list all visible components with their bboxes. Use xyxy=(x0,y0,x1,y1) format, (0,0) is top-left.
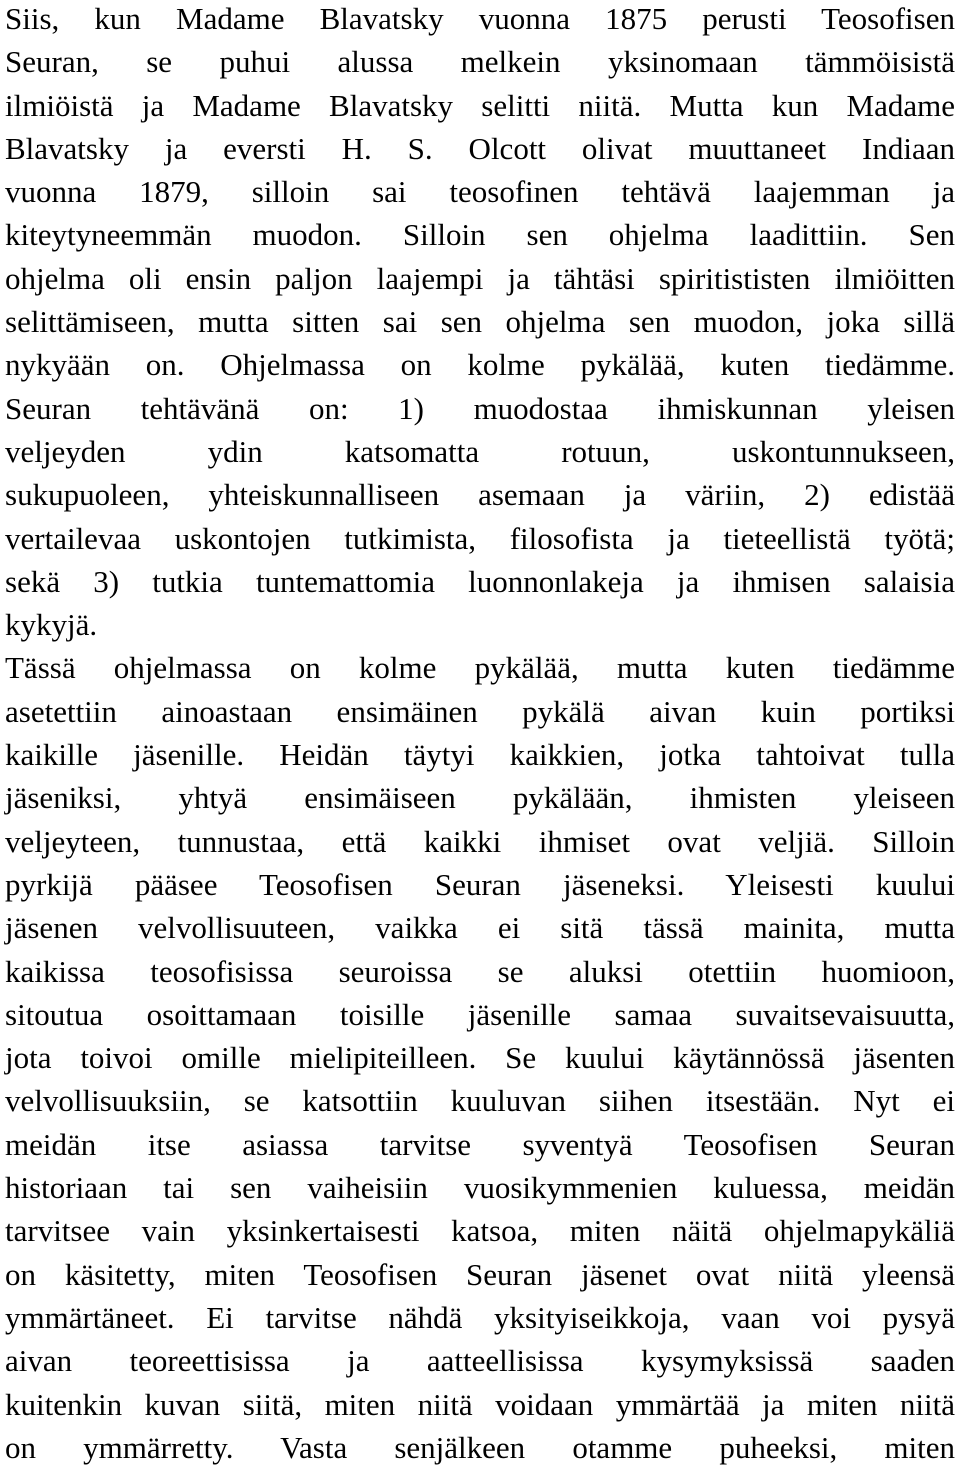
text-line: Blavatsky ja eversti H. S. Olcott olivat muuttaneet Indiaan xyxy=(5,130,955,166)
text-line: meidän itse asiassa tarvitse syventyä Teosofisen Seuran xyxy=(5,1126,955,1162)
text-line: sukupuoleen, yhteiskunnalliseen asemaan ja väriin, 2) edistää xyxy=(5,477,955,513)
text-line: ymmärtäneet. Ei tarvitse nähdä yksityiseikkoja, vaan voi pysyä xyxy=(5,1299,955,1335)
text-line: Siis, kun Madame Blavatsky vuonna 1875 perusti Teosofisen xyxy=(5,1,955,36)
text-line: pyrkijä pääsee Teosofisen Seuran jäseneksi. Yleisesti kuului xyxy=(5,866,955,902)
text-line: aivan teoreettisissa ja aatteellisissa kysymyksissä saaden xyxy=(5,1343,955,1379)
text-line: kaikissa teosofisissa seuroissa se aluksi otettiin huomioon, xyxy=(5,953,955,989)
text-line: kykyjä. xyxy=(5,607,98,643)
text-line: veljeyteen, tunnustaa, että kaikki ihmiset ovat veljiä. Silloin xyxy=(5,823,955,859)
text-line: jäsenen velvollisuuteen, vaikka ei sitä tässä mainita, mutta xyxy=(5,910,955,946)
text-line: velvollisuuksiin, se katsottiin kuuluvan siihen itsestään. Nyt ei xyxy=(5,1083,955,1119)
text-line: vertailevaa uskontojen tutkimista, filosofista ja tieteellistä työtä; xyxy=(5,520,955,556)
text-line: veljeyden ydin katsomatta rotuun, uskontunnukseen, xyxy=(5,433,955,469)
text-line: sitoutua osoittamaan toisille jäsenille samaa suvaitsevaisuutta, xyxy=(5,996,955,1032)
text-line: kuitenkin kuvan siitä, miten niitä voidaan ymmärtää ja miten niitä xyxy=(5,1386,955,1422)
text-line: Tässä ohjelmassa on kolme pykälää, mutta kuten tiedämme xyxy=(5,650,955,686)
text-line: asetettiin ainoastaan ensimäinen pykälä aivan kuin portiksi xyxy=(5,693,955,729)
text-line: on käsitetty, miten Teosofisen Seuran jäsenet ovat niitä yleensä xyxy=(5,1256,955,1292)
text-line: sekä 3) tutkia tuntemattomia luonnonlakeja ja ihmisen salaisia xyxy=(5,563,955,599)
text-line: ohjelma oli ensin paljon laajempi ja tähtäsi spiritististen ilmiöitten xyxy=(5,260,955,296)
body-text xyxy=(5,0,955,1469)
text-line: nykyään on. Ohjelmassa on kolme pykälää, kuten tiedämme. xyxy=(5,347,955,383)
text-line: selittämiseen, mutta sitten sai sen ohjelma sen muodon, joka sillä xyxy=(5,304,955,340)
text-line: Seuran, se puhui alussa melkein yksinomaan tämmöisistä xyxy=(5,44,955,80)
text-line: Seuran tehtävänä on: 1) muodostaa ihmiskunnan yleisen xyxy=(5,390,955,426)
text-line: historiaan tai sen vaiheisiin vuosikymmenien kuluessa, meidän xyxy=(5,1170,955,1206)
text-line: ilmiöistä ja Madame Blavatsky selitti niitä. Mutta kun Madame xyxy=(5,87,955,123)
text-line: kaikille jäsenille. Heidän täytyi kaikkien, jotka tahtoivat tulla xyxy=(5,737,955,773)
text-line: kiteytyneemmän muodon. Silloin sen ohjelma laadittiin. Sen xyxy=(5,217,955,253)
text-line: vuonna 1879, silloin sai teosofinen tehtävä laajemman ja xyxy=(5,174,955,210)
text-line: on ymmärretty. Vasta senjälkeen otamme puheeksi, miten xyxy=(5,1429,955,1465)
text-line: tarvitsee vain yksinkertaisesti katsoa, miten näitä ohjelmapykäliä xyxy=(5,1213,955,1249)
text-line: jäseniksi, yhtyä ensimäiseen pykälään, ihmisten yleiseen xyxy=(5,780,955,816)
text-line: jota toivoi omille mielipiteilleen. Se kuului käytännössä jäsenten xyxy=(5,1040,955,1076)
